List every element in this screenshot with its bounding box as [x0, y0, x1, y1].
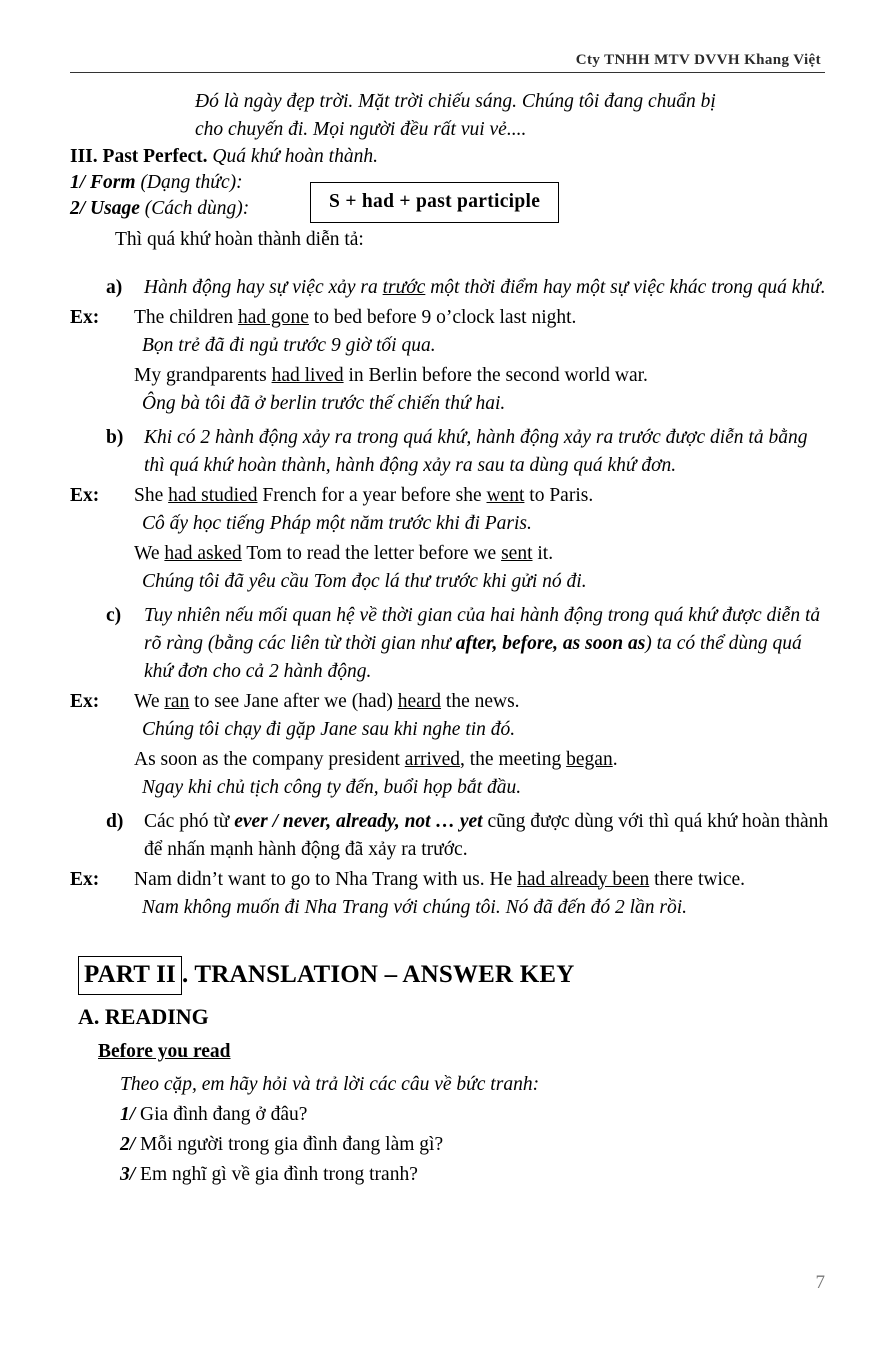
- example-b1: [70, 482, 830, 510]
- example-a1-pre: The children: [134, 306, 238, 328]
- usage-item-a-pre: Hành động hay sự việc xảy ra: [144, 276, 383, 298]
- question-2-text: Mỗi người trong gia đình đang làm gì?: [140, 1133, 444, 1155]
- usage-item-d-text: [144, 811, 828, 860]
- usage-item-a-text: [144, 277, 826, 298]
- usage-item-b: [70, 424, 830, 480]
- usage-paren: (Cách dùng):: [144, 198, 250, 219]
- usage-item-d-adverbs: ever / never, already, not … yet: [234, 810, 483, 832]
- part-two-badge: PART II: [78, 956, 182, 995]
- usage-item-c: [70, 602, 830, 686]
- section-a-heading: A. READING: [78, 1003, 209, 1029]
- intro-line-2: cho chuyến đi. Mọi người đều rất vui vẻ....: [195, 119, 527, 140]
- example-label: Ex:: [70, 484, 100, 506]
- part-two-title: . TRANSLATION – ANSWER KEY: [181, 960, 575, 988]
- example-b2-mid: Tom to read the letter before we: [241, 542, 502, 564]
- example-b1-post: to Paris.: [524, 484, 594, 506]
- question-1-text: Gia đình đang ở đâu?: [140, 1103, 308, 1125]
- example-b1-mid: French for a year before she: [257, 484, 487, 506]
- usage-item-d-pre: Các phó từ: [144, 810, 235, 832]
- usage-item-a-underline: trước: [382, 276, 426, 298]
- usage-item-a: [70, 274, 830, 302]
- example-c1-pre: We: [134, 690, 165, 712]
- example-label: Ex:: [70, 868, 100, 890]
- example-c2-verb1: arrived: [404, 748, 461, 770]
- form-number: 1/: [70, 172, 86, 193]
- example-c1-mid: to see Jane after we (had): [189, 690, 398, 712]
- publisher-name: Cty TNHH MTV DVVH Khang Việt: [575, 52, 821, 68]
- question-item-3: [120, 1160, 830, 1190]
- usage-label: Usage: [90, 198, 140, 219]
- usage-item-d-post: cũng được dùng với thì quá khứ hoàn thành để nhấn mạnh hành động đã xảy ra trước.: [144, 810, 829, 860]
- example-c1-post: the news.: [441, 690, 520, 712]
- example-a1-translation: Bọn trẻ đã đi ngủ trước 9 giờ tối qua.: [142, 334, 436, 356]
- example-c2: [70, 746, 830, 774]
- usage-intro-text: Thì quá khứ hoàn thành diễn tả:: [115, 229, 364, 250]
- example-b2-translation: Chúng tôi đã yêu cầu Tom đọc lá thư trước khi gửi nó đi.: [142, 570, 587, 592]
- formula-box: S + had + past participle: [310, 182, 559, 223]
- example-d1: [70, 866, 830, 894]
- example-label: Ex:: [70, 690, 100, 712]
- example-a1: [70, 304, 830, 332]
- section-heading: [70, 144, 830, 170]
- example-a2-verb: had lived: [271, 364, 344, 386]
- form-paren: (Dạng thức):: [140, 172, 243, 193]
- usage-item-b-text: Khi có 2 hành động xảy ra trong quá khứ, hành động xảy ra trước được diễn tả bằng thì quá khứ hoàn thành, hành động xảy ra sau ta dùng quá khứ đơn.: [144, 426, 808, 476]
- example-b2-verb1: had asked: [164, 542, 242, 564]
- question-1-number: 1/: [120, 1103, 136, 1125]
- section-title-vi: Quá khứ hoàn thành.: [212, 146, 378, 167]
- example-d1-post: there twice.: [649, 868, 746, 890]
- example-d1-pre: Nam didn’t want to go to Nha Trang with us. He: [134, 868, 518, 890]
- example-b2: [70, 540, 830, 568]
- example-c2-translation: Ngay khi chủ tịch công ty đến, buổi họp bắt đầu.: [142, 776, 522, 798]
- usage-item-a-marker: a): [106, 276, 123, 298]
- usage-number: 2/: [70, 198, 86, 219]
- example-a2-post: in Berlin before the second world war.: [343, 364, 648, 386]
- question-3-number: 3/: [120, 1163, 136, 1185]
- example-b1-verb1: had studied: [168, 484, 258, 506]
- example-c2-pre: As soon as the company president: [134, 748, 405, 770]
- example-c2-post: .: [612, 748, 618, 770]
- example-b1-verb2: went: [486, 484, 525, 506]
- usage-item-c-post: ) ta có thể dùng quá khứ đơn cho cả 2 hành động.: [144, 632, 802, 682]
- page-header: [70, 52, 825, 73]
- example-b2-verb2: sent: [501, 542, 533, 564]
- usage-item-c-conjunctions: after, before, as soon as: [455, 632, 646, 654]
- usage-item-c-text: [144, 605, 820, 682]
- question-item-2: [120, 1130, 830, 1160]
- page-content: [70, 88, 830, 1190]
- question-2-number: 2/: [120, 1133, 136, 1155]
- example-c1: [70, 688, 830, 716]
- usage-item-d-marker: d): [106, 810, 124, 832]
- example-c1-verb2: heard: [397, 690, 442, 712]
- usage-item-d: [70, 808, 830, 864]
- example-b2-post: it.: [532, 542, 554, 564]
- example-a2: [70, 362, 830, 390]
- form-label: Form: [90, 172, 136, 193]
- example-b1-translation: Cô ấy học tiếng Pháp một năm trước khi đi Paris.: [142, 512, 532, 534]
- question-item-1: [120, 1100, 830, 1130]
- example-d1-translation: Nam không muốn đi Nha Trang với chúng tôi. Nó đã đến đó 2 lần rồi.: [142, 896, 688, 918]
- before-you-read-heading: Before you read: [98, 1040, 231, 1062]
- usage-item-b-marker: b): [106, 426, 124, 448]
- question-3-text: Em nghĩ gì về gia đình trong tranh?: [140, 1163, 418, 1185]
- example-c1-verb1: ran: [164, 690, 190, 712]
- section-title-en: Past Perfect.: [102, 146, 208, 167]
- questions-intro: Theo cặp, em hãy hỏi và trả lời các câu về bức tranh:: [120, 1073, 540, 1095]
- usage-item-c-pre: Tuy nhiên nếu mối quan hệ về thời gian của hai hành động trong quá khứ được diễn tả rõ ràng (bằng các liên từ thời gian như: [144, 604, 821, 654]
- header-divider: [70, 72, 825, 73]
- part-two-heading: [78, 956, 830, 995]
- example-b2-pre: We: [134, 542, 165, 564]
- usage-item-a-post: một thời điểm hay một sự việc khác trong quá khứ.: [425, 276, 826, 298]
- section-numeral: III.: [70, 146, 98, 167]
- example-a1-post: to bed before 9 o’clock last night.: [308, 306, 577, 328]
- page-number: 7: [815, 1272, 825, 1293]
- example-b1-pre: She: [134, 484, 169, 506]
- example-c1-translation: Chúng tôi chạy đi gặp Jane sau khi nghe tin đó.: [142, 718, 516, 740]
- example-c2-mid: , the meeting: [460, 748, 567, 770]
- example-a2-pre: My grandparents: [134, 364, 272, 386]
- example-a2-translation: Ông bà tôi đã ở berlin trước thế chiến thứ hai.: [142, 392, 506, 414]
- example-a1-verb: had gone: [237, 306, 309, 328]
- example-label: Ex:: [70, 306, 100, 328]
- usage-item-c-marker: c): [106, 604, 122, 626]
- intro-line-1: Đó là ngày đẹp trời. Mặt trời chiếu sáng. Chúng tôi đang chuẩn bị: [195, 91, 716, 112]
- example-c2-verb2: began: [566, 748, 613, 770]
- example-d1-verb: had already been: [517, 868, 650, 890]
- intro-paragraph: [195, 88, 830, 144]
